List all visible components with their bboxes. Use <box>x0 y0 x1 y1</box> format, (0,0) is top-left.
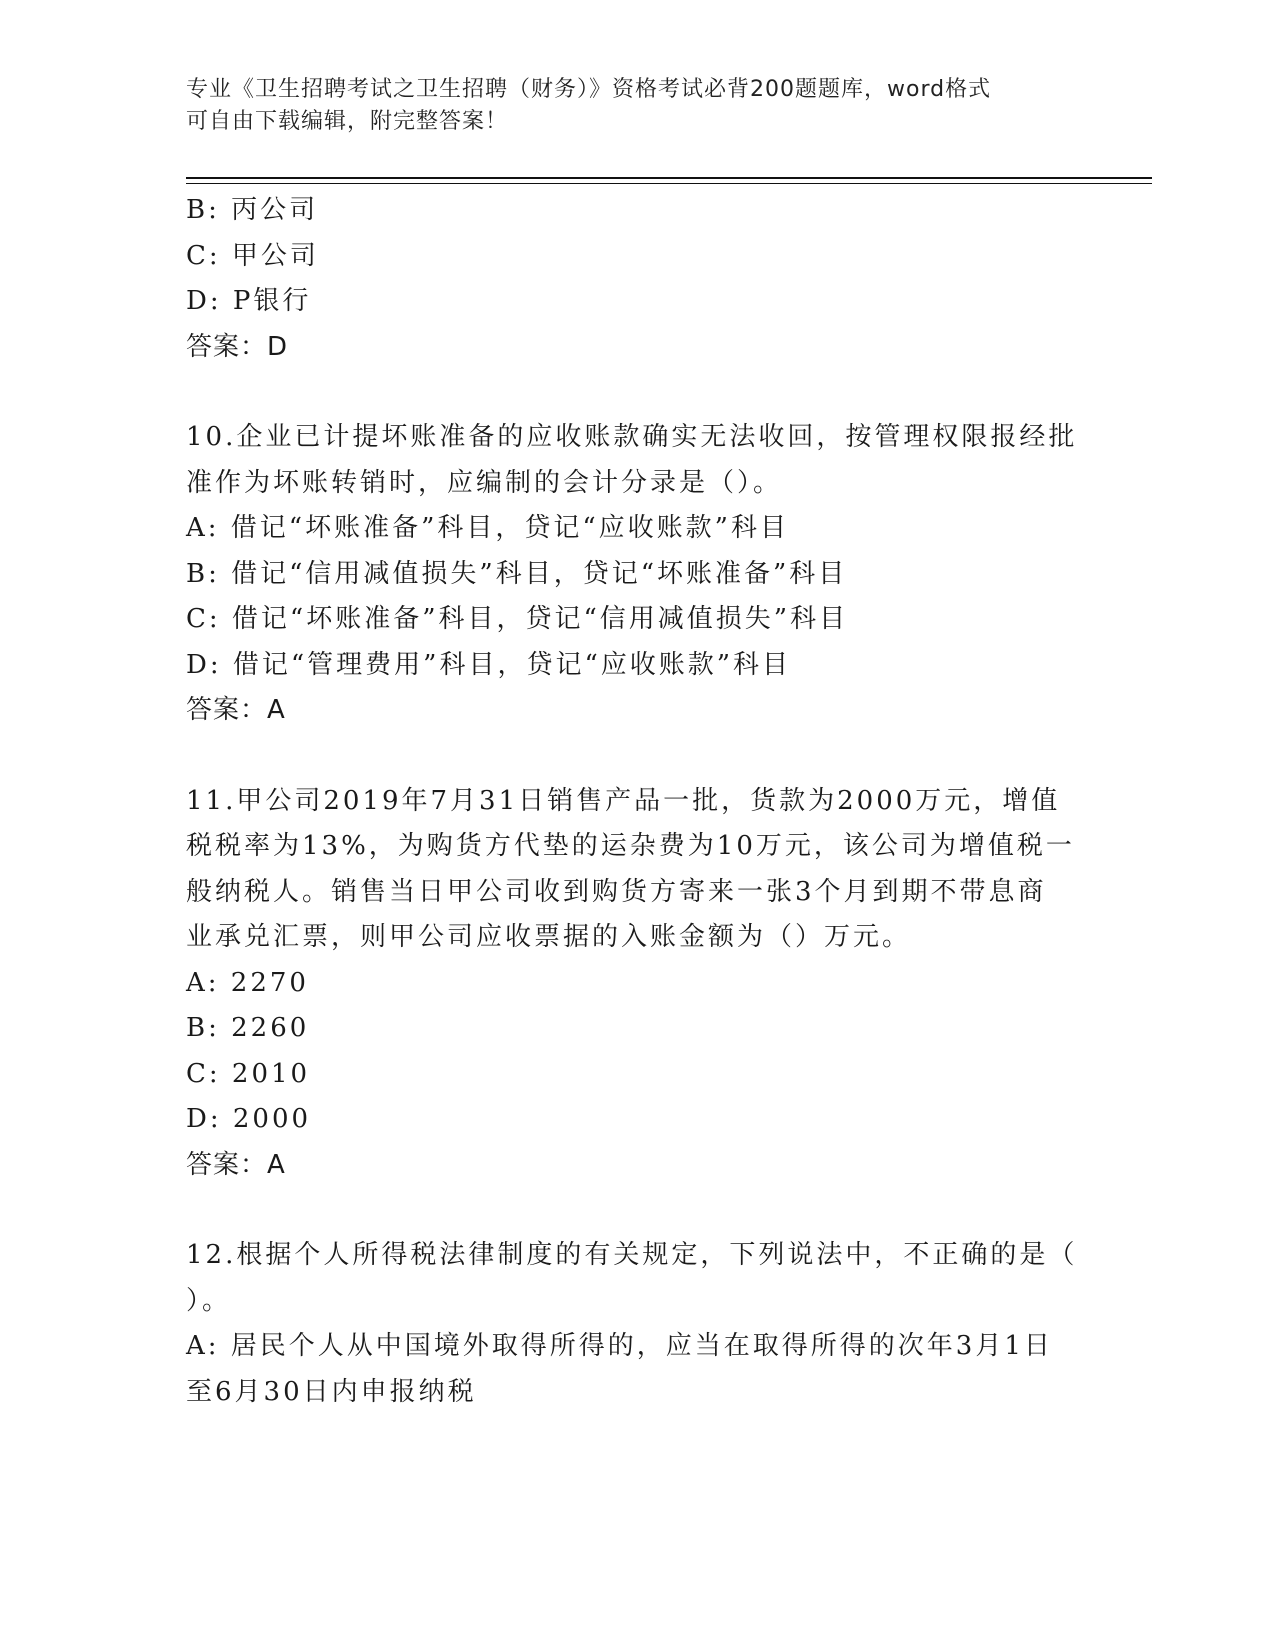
question-stem-line: 税税率为13%，为购货方代垫的运杂费为10万元，该公司为增值税一 <box>186 831 1075 861</box>
spacer <box>186 1188 1086 1233</box>
option-b: B: 借记“信用减值损失”科目，贷记“坏账准备”科目 <box>186 558 848 589</box>
question-12 <box>186 1233 1086 1415</box>
spacer <box>186 734 1086 779</box>
question-stem-line: 12.根据个人所得税法律制度的有关规定，下列说法中，不正确的是（ <box>186 1240 1078 1270</box>
answer: 答案：A <box>186 1149 286 1180</box>
question-stem-line: 11.甲公司2019年7月31日销售产品一批，货款为2000万元，增值 <box>186 785 1061 816</box>
document-body <box>186 188 1086 1415</box>
option-b: B: 2260 <box>186 1013 310 1043</box>
question-11 <box>186 779 1086 1189</box>
option-c: C: 甲公司 <box>186 240 319 271</box>
header-divider-thick <box>186 177 1152 179</box>
question-stem-line: ）。 <box>186 1285 232 1316</box>
question-stem-line: 10.企业已计提坏账准备的应收账款确实无法收回，按管理权限报经批 <box>186 422 1078 452</box>
option-b: B: 丙公司 <box>186 195 319 225</box>
question-10 <box>186 415 1086 734</box>
question-stem-line: 业承兑汇票，则甲公司应收票据的入账金额为（）万元。 <box>186 922 912 952</box>
answer: 答案：A <box>186 695 286 725</box>
header-title-line-2: 可自由下载编辑，附完整答案！ <box>186 109 509 134</box>
question-9-tail <box>186 188 1086 370</box>
option-d: D: P银行 <box>186 286 312 316</box>
option-c: C: 2010 <box>186 1058 311 1089</box>
question-stem-line: 般纳税人。销售当日甲公司收到购货方寄来一张3个月到期不带息商 <box>186 876 1047 907</box>
option-d: D: 2000 <box>186 1104 312 1134</box>
option-a: A: 借记“坏账准备”科目，贷记“应收账款”科目 <box>186 513 789 543</box>
answer: 答案：D <box>186 331 289 362</box>
header-divider-thin <box>186 183 1152 184</box>
option-a: A: 2270 <box>186 967 309 998</box>
header-title-line-1: 专业《卫生招聘考试之卫生招聘（财务）》资格考试必背200题题库，word格式 <box>186 77 992 102</box>
option-a-continuation: 至6月30日内申报纳税 <box>186 1376 477 1407</box>
question-stem-line: 准作为坏账转销时，应编制的会计分录是（）。 <box>186 467 783 498</box>
option-d: D: 借记“管理费用”科目，贷记“应收账款”科目 <box>186 649 792 680</box>
option-a: A: 居民个人从中国境外取得所得的，应当在取得所得的次年3月1日 <box>186 1331 1053 1361</box>
document-header <box>186 74 1066 138</box>
spacer <box>186 370 1086 415</box>
option-c: C: 借记“坏账准备”科目，贷记“信用减值损失”科目 <box>186 604 849 634</box>
